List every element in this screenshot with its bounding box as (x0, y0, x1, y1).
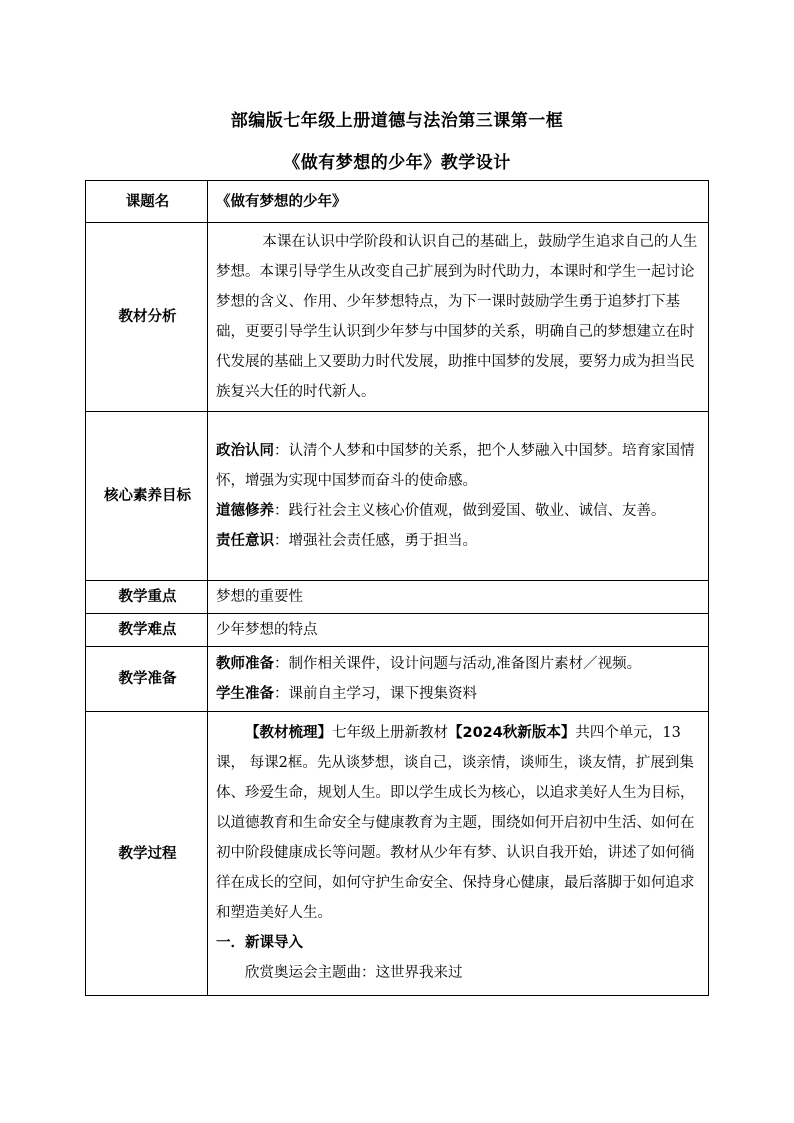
goal-key: 道德修养 (216, 503, 274, 519)
label-analysis: 教材分析 (86, 223, 208, 412)
analysis-text: 本课在认识中学阶段和认识自己的基础上，鼓励学生追求自己的人生梦想。本课引导学生从改变自己扩展到为时代助力，本课时和学生一起讨论梦想的含义、作用、少年梦想特点，为下一课时鼓励学生勇于追梦打下基础，更要引导学生认识到少年梦与中国梦的关系，明确自己的梦想建立在时代发展的基础上又要助力时代发展，助推中国梦的发展，要努力成为担当民族复兴大任的时代新人。 (216, 234, 698, 400)
label-process: 教学过程 (86, 712, 208, 996)
label-prep: 教学准备 (86, 647, 208, 712)
process-body: 共四个单元，13课， 每课2框。先从谈梦想，谈自己，谈亲情，谈师生，谈友情，扩展到集体、珍爱生命，规划人生。即以学生成长为核心，以追求美好人生为目标，以道德教育和生命安全与健康教育为主题，围绕如何开启初中生活、如何在初中阶段健康成长等问题。教材从少年有梦、认识自我开始，讲述了如何徜徉在成长的空间，如何守护生命安全、保持身心健康，最后落脚于如何追求和塑造美好人生。 (216, 725, 695, 921)
process-section-text: 欣赏奥运会主题曲：这世界我来过 (245, 965, 463, 981)
row-difficulty (86, 614, 709, 647)
row-prep (86, 647, 709, 712)
value-focus: 梦想的重要性 (208, 581, 709, 614)
prep-item (216, 649, 702, 679)
process-intro (216, 718, 702, 928)
goal-item (216, 436, 702, 496)
lesson-plan-table (85, 180, 709, 996)
label-focus: 教学重点 (86, 581, 208, 614)
prep-text: ：课前自主学习，课下搜集资料 (274, 686, 477, 702)
label-difficulty: 教学难点 (86, 614, 208, 647)
goal-text: ：认清个人梦和中国梦的关系，把个人梦融入中国梦。培育家国情怀，增强为实现中国梦而奋斗的使命感。 (216, 443, 695, 489)
row-process (86, 712, 709, 996)
process-lead-text: 七年级上册新教材 (332, 725, 448, 741)
process-section-heading: 一．新课导入 (216, 935, 303, 951)
row-focus (86, 581, 709, 614)
goal-text: ：增强社会责任感，勇于担当。 (274, 533, 477, 549)
value-difficulty: 少年梦想的特点 (208, 614, 709, 647)
prep-key: 学生准备 (216, 686, 274, 702)
goal-key: 政治认同 (216, 443, 274, 459)
document-subtitle: 《做有梦想的少年》教学设计 (283, 153, 511, 173)
prep-text: ：制作相关课件，设计问题与活动,准备图片素材／视频。 (274, 656, 642, 672)
goal-item (216, 526, 702, 556)
document-title: 部编版七年级上册道德与法治第三课第一框 (230, 111, 564, 131)
process-lead-key: 【教材梳理】 (245, 725, 332, 741)
value-process (208, 712, 709, 996)
value-goals (208, 412, 709, 581)
prep-item (216, 679, 702, 709)
row-goals (86, 412, 709, 581)
value-prep (208, 647, 709, 712)
row-topic (86, 181, 709, 223)
label-goals: 核心素养目标 (86, 412, 208, 581)
process-edition-key: 【2024秋新版本】 (448, 725, 576, 741)
value-analysis (208, 223, 709, 412)
prep-key: 教师准备 (216, 656, 274, 672)
goal-item (216, 496, 702, 526)
goal-key: 责任意识 (216, 533, 274, 549)
row-analysis (86, 223, 709, 412)
goal-text: ：践行社会主义核心价值观，做到爱国、敬业、诚信、友善。 (274, 503, 666, 519)
label-topic: 课题名 (86, 181, 208, 223)
value-topic: 《做有梦想的少年》 (208, 181, 709, 223)
